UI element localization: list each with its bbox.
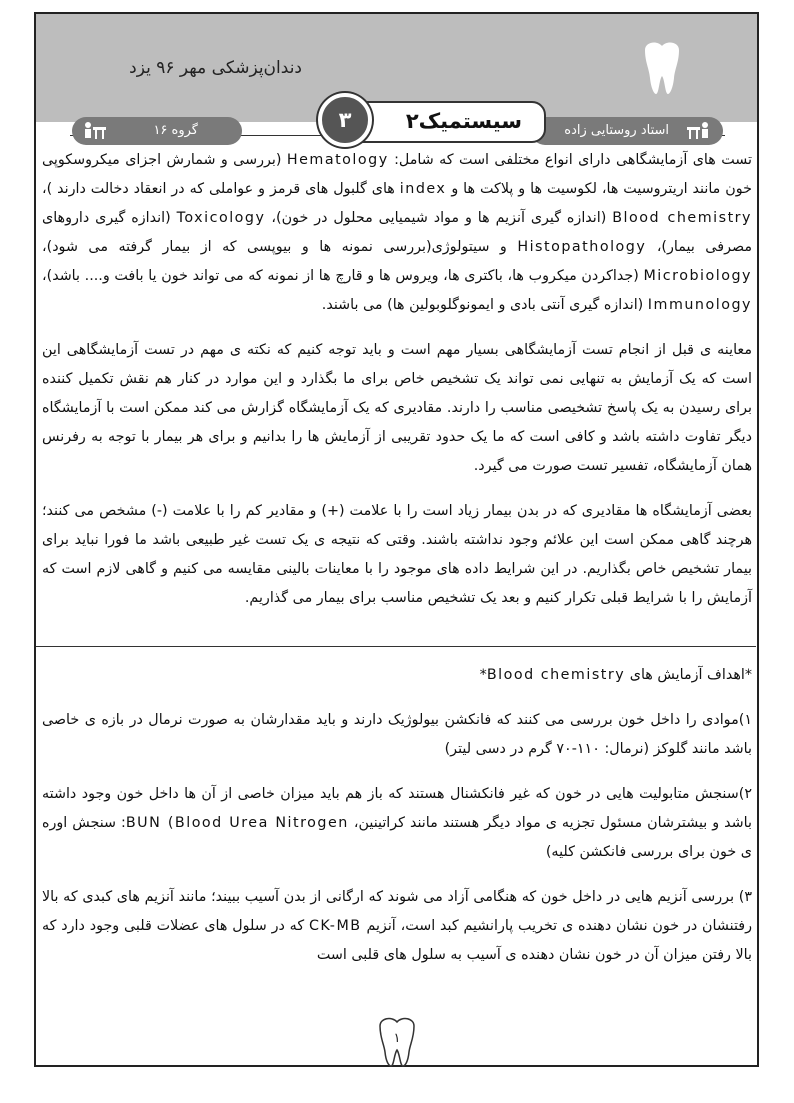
section-heading — [42, 661, 752, 690]
section-intro — [42, 146, 752, 613]
section-divider — [36, 646, 756, 647]
text-run: (اندازه گیری آنتی بادی و ایمونوگلوبولین ها) می باشند. — [321, 297, 648, 313]
paragraph-test-types — [42, 146, 752, 320]
text-run: و سیتولوژی(بررسی نمونه ها و بیوپسی که از بیمار گرفته می شود)، — [42, 239, 518, 255]
text-run: تست های آزمایشگاهی دارای انواع مختلفی است که شامل: — [388, 152, 752, 168]
term-toxicology: Toxicology — [176, 210, 266, 226]
text-run: ۳) بررسی آنزیم هایی در داخل خون که هنگامی آزاد می شوند که ارگانی از بدن آسیب ببیند؛ مانند آنزیم های کبدی که بالا رفتنشان در خون نشان دهنده ی تخریب پارانشیم کبد است، آنزیم — [42, 889, 753, 934]
term-blood-chemistry: Blood chemistry — [612, 210, 753, 226]
term-immunology: Immunology — [647, 297, 752, 313]
course-label: دندان‌پزشکی مهر ۹۶ یزد — [129, 58, 302, 78]
page-number-tooth-icon — [374, 1016, 420, 1072]
term-ck-mb: CK-MB — [308, 918, 362, 934]
list-item-3 — [42, 883, 752, 970]
term-hematology: Hematology — [286, 152, 389, 168]
term-blood-chemistry: Blood chemistry — [486, 667, 626, 683]
text-run: های گلبول های قرمز و عواملی که در انعقاد دخالت دارند )، — [42, 181, 400, 197]
list-item-1: ۱)موادی را داخل خون بررسی می کنند که فانکشن بیولوژیک دارند و باید مقدارشان به صورت نرمال در بازه ی خاصی باشد مانند گلوکز (نرمال: ۱۱۰-۷۰ گرم در دسی لیتر) — [42, 712, 752, 757]
info-bar — [70, 109, 725, 136]
term-bun: BUN (Blood Urea Nitrogen — [125, 815, 349, 831]
text-run: (جداکردن میکروب ها، باکتری ها، ویروس ها و قارچ ها از نمونه که می تواند خون یا بافت و.... باشد)، — [42, 268, 644, 284]
section-blood-chemistry-goals — [42, 661, 752, 970]
group-label: گروه ۱۶ — [153, 123, 198, 138]
instructor-label: استاد روستایی زاده — [564, 123, 669, 138]
text-run: که در سلول های عضلات قلبی وجود دارد که بالا رفتن میزان آن در خون نشان دهنده ی آسیب به سلول های قلبی است — [42, 918, 752, 963]
term-histopathology: Histopathology — [517, 239, 647, 255]
text-run: * — [479, 667, 487, 683]
text-run: *اهداف آزمایش های — [625, 667, 752, 683]
term-index: index — [399, 181, 447, 197]
paragraph-lab-signs: بعضی آزمایشگاه ها مقادیری که در بدن بیمار زیاد است را با علامت (+) و مقادیر کم را با علامت (-) مشخص می کنند؛ هرچند گاهی ممکن است این علائم وجود نداشته باشند. وقتی که نتیجه ی یک تست غیر طبیعی باشد ما فورا نباید برای بیمار تشخیص خاص بگذاریم. در این شرایط داده های موجود را با معاینات بالینی مقایسه می کنیم و گاهی لازم است که آزمایش را با شرایط قبلی تکرار کنیم و بعد یک تشخیص مناسب برای بیمار می گذاریم. — [42, 503, 752, 606]
term-microbiology: Microbiology — [643, 268, 752, 284]
group-pill — [72, 117, 242, 145]
session-number-badge: ۳ — [318, 93, 372, 147]
text-run: (بررسی و شمارش اجزای میکروسکوپی خون مانند اریتروسیت ها، لکوسیت ها و پلاکت ها و — [42, 152, 752, 197]
paragraph-examination: معاینه ی قبل از انجام تست آزمایشگاهی بسیار مهم است و باید توجه کنیم که نکته ی مهم در تست آزمایشگاهی این است که یک آزمایش به تنهایی نمی تواند یک تشخیص خاص برای ما بگذارد و این موارد در کنار هم نقش تکمیل کننده برای رسیدن به یک پاسخ تشخیصی مناسب را دارند. مقادیری که یک آزمایشگاه گزارش می کند ممکن است با آزمایشگاه دیگر تفاوت داشته باشد و کافی است که ما یک حدود تقریبی از آزمایش ها را بدانیم و برای هر بیمار با توجه به رفرنس همان آزمایشگاه، تفسیر تست صورت می گیرد. — [42, 342, 752, 474]
text-run: ۲)سنجش متابولیت هایی در خون که غیر فانکشنال هستند که باز هم باید میزان خاصی از آن ها داخل خون وجود داشته باشد و بیشترشان مسئول تجزیه ی مواد دیگر هستند مانند کراتینین، — [42, 786, 752, 831]
text-run: : سنجش اوره ی خون برای بررسی فانکشن کلیه) — [42, 815, 752, 860]
text-run: (اندازه گیری داروهای مصرفی بیمار)، — [42, 210, 753, 255]
instructor-pill — [531, 117, 723, 145]
list-item-2 — [42, 780, 752, 867]
tooth-logo-icon — [639, 40, 685, 100]
text-run: (اندازه گیری آنزیم ها و مواد شیمیایی محلول در خون)، — [265, 210, 613, 226]
page-title: سیستمیک۲ — [405, 109, 522, 133]
page-number: ۱ — [393, 1031, 401, 1046]
